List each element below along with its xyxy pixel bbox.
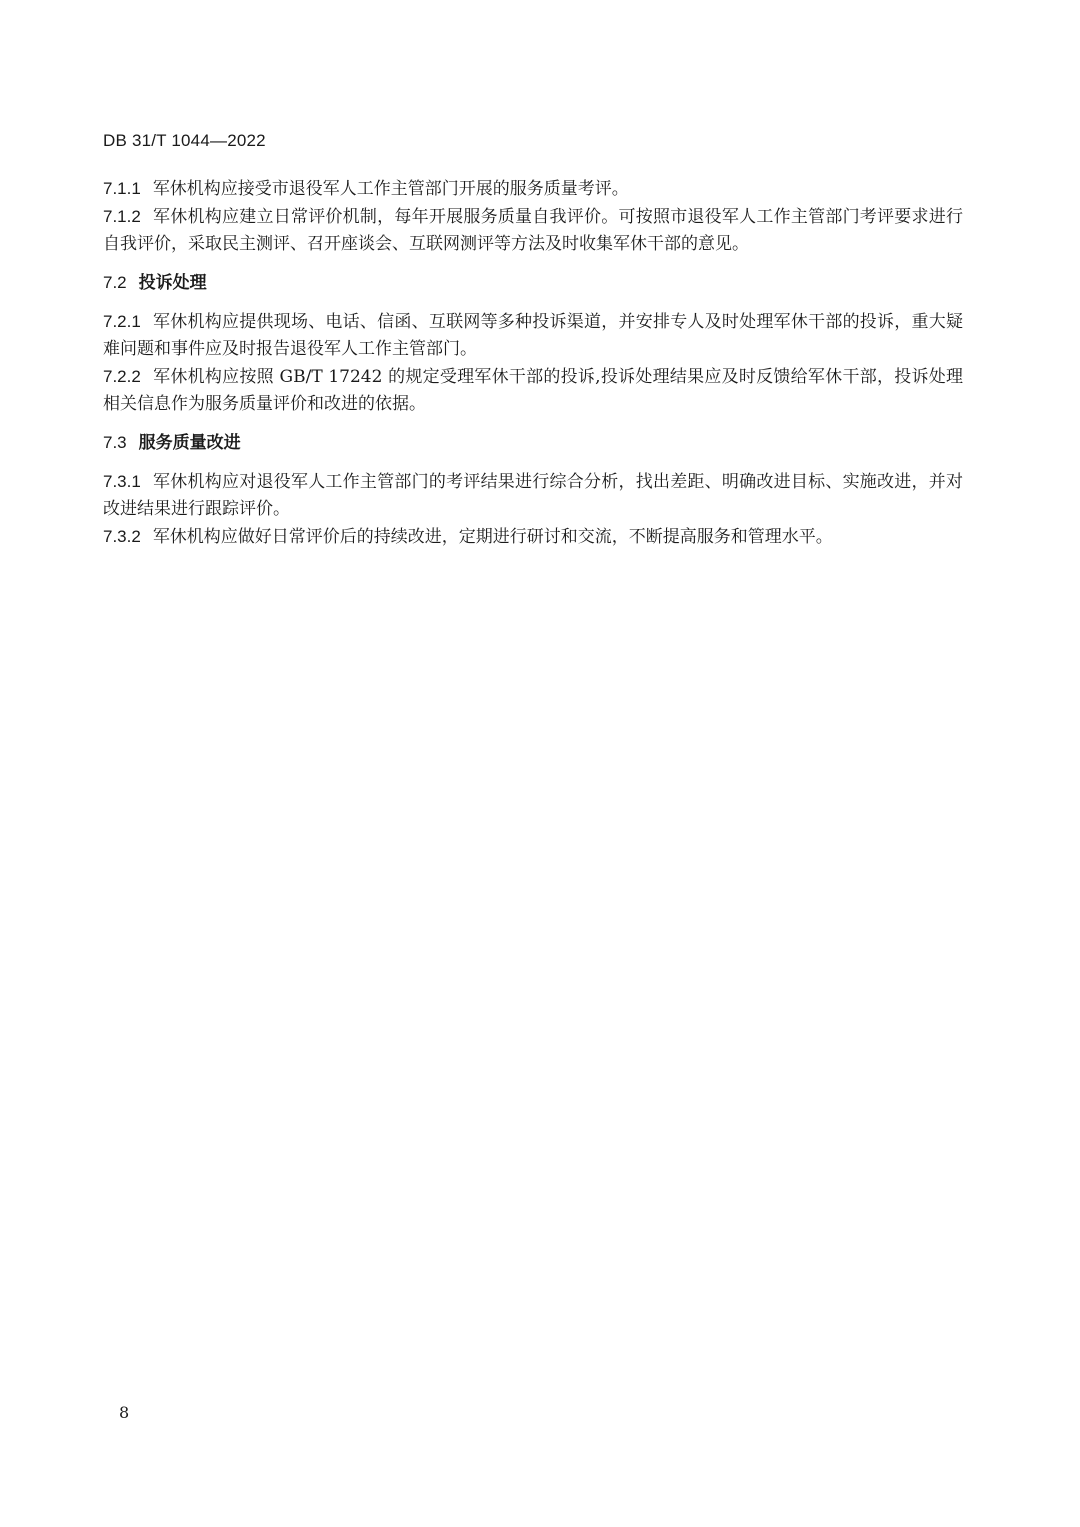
clause-7-1-1: [103, 175, 963, 203]
clause-7-2-2: [103, 363, 963, 418]
clause-text: 军休机构应做好日常评价后的持续改进，定期进行研讨和交流，不断提高服务和管理水平。: [152, 527, 833, 547]
clause-number: 7.3.2: [103, 527, 141, 546]
section-heading-7-2: [103, 269, 963, 297]
section-title: 服务质量改进: [138, 433, 241, 453]
clause-number: 7.3.1: [103, 472, 141, 491]
clause-number: 7.1.1: [103, 179, 141, 198]
section-heading-7-3: [103, 429, 963, 457]
clause-7-2-1: [103, 308, 963, 363]
clause-text: 军休机构应按照 GB/T 17242 的规定受理军休干部的投诉,投诉处理结果应及时反馈给军休干部，投诉处理相关信息作为服务质量评价和改进的依据。: [103, 367, 963, 414]
clause-number: 7.2.1: [103, 312, 141, 331]
document-id-header: DB 31/T 1044—2022: [103, 131, 266, 150]
clause-number: 7.2.2: [103, 367, 141, 386]
section-title: 投诉处理: [138, 273, 207, 293]
section-number: 7.3: [103, 433, 127, 452]
clause-text: 军休机构应对退役军人工作主管部门的考评结果进行综合分析，找出差距、明确改进目标、实施改进，并对改进结果进行跟踪评价。: [103, 472, 963, 519]
clause-7-3-1: [103, 468, 963, 523]
clause-7-1-2: [103, 203, 963, 258]
clause-text: 军休机构应接受市退役军人工作主管部门开展的服务质量考评。: [152, 179, 629, 199]
document-body: [103, 175, 963, 551]
clause-7-3-2: [103, 523, 963, 551]
clause-text: 军休机构应建立日常评价机制，每年开展服务质量自我评价。可按照市退役军人工作主管部门考评要求进行自我评价，采取民主测评、召开座谈会、互联网测评等方法及时收集军休干部的意见。: [103, 207, 963, 254]
clause-text: 军休机构应提供现场、电话、信函、互联网等多种投诉渠道，并安排专人及时处理军休干部的投诉，重大疑难问题和事件应及时报告退役军人工作主管部门。: [103, 312, 963, 359]
clause-number: 7.1.2: [103, 207, 141, 226]
page-number: 8: [119, 1403, 130, 1422]
section-number: 7.2: [103, 273, 127, 292]
